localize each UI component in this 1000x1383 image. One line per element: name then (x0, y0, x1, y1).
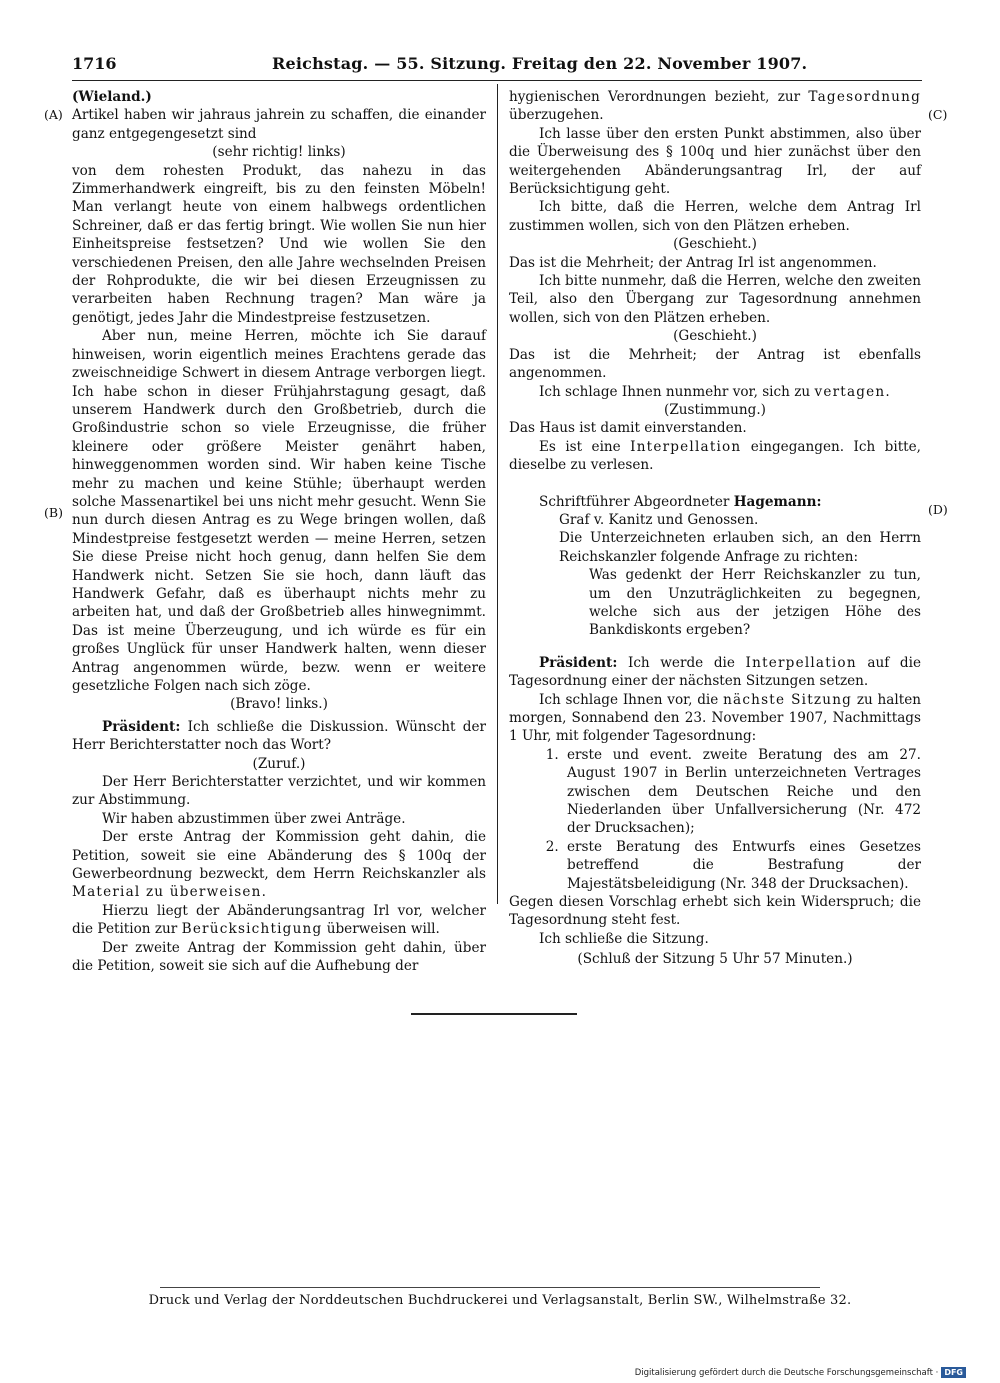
page-header (72, 54, 922, 80)
margin-letter-c: (C) (928, 107, 948, 122)
text: überweisen will. (326, 921, 440, 938)
margin-letter-a: (A) (44, 107, 63, 122)
column-divider (497, 84, 498, 904)
interjection: (Bravo! links.) (230, 696, 328, 713)
text: Ich schlage Ihnen vor, die (539, 691, 719, 708)
paragraph: Der zweite Antrag der Kommission geht dahin, über die Petition, soweit sie sich auf die Aufhebung der (72, 939, 486, 975)
paragraph: Artikel haben wir jahraus jahrein zu schaffen, die einander ganz entgegengesetzt sind (72, 107, 486, 142)
paragraph: Das ist die Mehrheit; der Antrag ist ebenfalls angenommen. (509, 346, 921, 382)
text: auf die Tagesordnung einer der nächsten Sitzungen setzen. (509, 654, 921, 690)
emphasis: nächste Sitzung (723, 691, 853, 708)
running-head: Reichstag. — 55. Sitzung. Freitag den 22. November 1907. (272, 54, 808, 73)
agenda-item: 1. erste und event. zweite Beratung des am 27. August 1907 in Berlin unterzeichneten Vertrages zwischen dem Deutschen Reiche und den Niederlanden über Unfallversicherung (Nr. 472 der Drucksachen); (563, 746, 921, 838)
paragraph: Das Haus ist damit einverstanden. (509, 420, 747, 437)
signatories: Graf v. Kanitz und Genossen. (559, 511, 759, 528)
margin-letter-d: (D) (928, 502, 948, 517)
right-column (509, 88, 921, 969)
interjection: (Zustimmung.) (664, 401, 766, 418)
paragraph: Der Herr Berichterstatter verzichtet, und wir kommen zur Abstimmung. (72, 774, 486, 809)
emphasis: Material zu überweisen. (72, 884, 268, 901)
secretary-heading (509, 493, 921, 511)
president-statement (509, 654, 921, 691)
text: Ich schlage Ihnen nunmehr vor, sich zu (539, 383, 811, 400)
text: überzugehen. (509, 107, 604, 124)
header-rule (72, 80, 922, 81)
closing-note: (Schluß der Sitzung 5 Uhr 57 Minuten.) (577, 951, 853, 968)
digitization-text: Digitalisierung gefördert durch die Deutsche Forschungsgemeinschaft · (634, 1368, 939, 1378)
paragraph: Die Unterzeichneten erlauben sich, an den Herrn Reichskanzler folgende Anfrage zu richten: (559, 530, 921, 565)
interjection: (Zuruf.) (252, 755, 306, 772)
speaker-label: Schriftführer Abgeordneter (539, 493, 730, 510)
imprint: Druck und Verlag der Norddeutschen Buchdruckerei und Verlagsanstalt, Berlin SW., Wilhelmstraße 32. (148, 1293, 852, 1308)
agenda-item: 2. erste Beratung des Entwurfs eines Gesetzes betreffend die Bestrafung der Majestätsbeleidigung (Nr. 348 der Drucksachen). (563, 838, 921, 893)
paragraph (72, 902, 486, 939)
speaker-name: (Wieland.) (72, 89, 152, 105)
text: eingegangen. Ich bitte, dieselbe zu verlesen. (509, 438, 921, 474)
question-text: Was gedenkt der Herr Reichskanzler zu tun, um den Unzuträglichkeiten zu begegnen, welche sich aus der jetzigen Höhe des Bankdiskonts ergeben? (589, 567, 921, 639)
dfg-logo-icon: DFG (941, 1367, 966, 1378)
digitization-note (635, 1367, 966, 1378)
interjection: (Geschieht.) (673, 328, 757, 345)
emphasis: Interpellation (630, 438, 742, 455)
interpellation-text (509, 511, 921, 566)
emphasis: vertagen. (814, 383, 891, 400)
president-statement (72, 718, 486, 755)
paragraph: Wir haben abzustimmen über zwei Anträge. (102, 810, 406, 827)
margin-letter-b: (B) (44, 505, 63, 520)
text: Es ist eine (539, 438, 621, 455)
left-column (72, 88, 486, 976)
interpellation-question (509, 566, 921, 640)
text: zu halten morgen, Sonnabend den 23. November 1907, Nachmittags 1 Uhr, mit folgender Tagesordnung: (509, 691, 922, 745)
text: hygienischen Verordnungen bezieht, zur (509, 89, 801, 105)
paragraph: Gegen diesen Vorschlag erhebt sich kein Widerspruch; die Tagesordnung steht fest. (509, 894, 921, 929)
speaker-name: Hagemann: (733, 493, 822, 510)
text: Hierzu liegt der Abänderungsantrag Irl vor, welcher die Petition zur (72, 902, 486, 938)
paragraph (72, 828, 486, 902)
text: Ich werde die (627, 654, 735, 671)
agenda-list (509, 746, 921, 893)
emphasis: Berücksichtigung (181, 921, 323, 938)
paragraph (509, 438, 921, 475)
statement-text: Ich schließe die Diskussion. Wünscht der Herr Berichterstatter noch das Wort? (72, 718, 486, 754)
interjection: (sehr richtig! links) (212, 144, 346, 161)
emphasis: Tagesordnung (808, 89, 921, 105)
paragraph (509, 383, 921, 401)
speaker-label: Präsident: (102, 718, 181, 735)
paragraph: Aber nun, meine Herren, möchte ich Sie darauf hinweisen, worin eigentlich meines Erachtens gerade das zweischneidige Schwert in diesem Antrage verborgen liegt. Ich habe schon in dieser Frühjahrstagung gesagt, daß unserem Handwerk durch den Großbetrieb, durch die Großindustrie schon so viele Erzeugnisse, die früher kleinere oder größere Meister genährt haben, hinweggenommen worden sind. Wir haben keine Tische mehr zu machen und keine Stühle; überhaupt werden solche Massenartikel bei uns nicht mehr gesucht. Wenn Sie nun durch diesen Antrag es zu Wege bringen wollen, daß Mindestpreise festgesetzt werden — meine Herren, setzen Sie diese Preise nicht hoch genug, dann helfen Sie dem Handwerk nicht. Setzen Sie sie hoch, dann läuft das Handwerk Gefahr, daß es überhaupt nichts mehr zu arbeiten hat, und daß der Großbetrieb alles hinwegnimmt. Das ist meine Überzeugung, und ich würde es für ein großes Unglück für unser Handwerk halten, wenn dieser Antrag angenommen würde, bezw. wenn er weitere gesetzliche Folgen nach sich zöge. (72, 328, 486, 694)
paragraph: Ich schließe die Sitzung. (539, 930, 709, 947)
page-number: 1716 (72, 54, 117, 73)
footer-rule (160, 1287, 820, 1288)
interjection: (Geschieht.) (673, 236, 757, 253)
paragraph: Ich bitte, daß die Herren, welche dem Antrag Irl zustimmen wollen, sich von den Plätzen erheben. (509, 199, 921, 234)
paragraph: von dem rohesten Produkt, das nahezu in das Zimmerhandwerk eingreift, bis zu den feinsten Möbeln! Man verlangt heute von einem halbwegs ordentlichen Schreiner, daß er das fertig bringt. Wie wollen Sie nun hier Einheitspreise festsetzen? Und wie wollen Sie den verschiedenen Preisen, den alle Jahre wechselnden Preisen der Rohprodukte, die wir bei diesen Erzeugnissen zu verarbeiten haben Rechnung tragen? Man wäre ja genötigt, jedes Jahr die Mindestpreise festzusetzen. (72, 162, 486, 326)
paragraph: Ich lasse über den ersten Punkt abstimmen, also über die Überweisung des § 100q und hier zunächst über den weitergehenden Abänderungsantrag Irl, der auf Berücksichtigung geht. (509, 125, 921, 198)
paragraph (509, 691, 921, 746)
paragraph: Das ist die Mehrheit; der Antrag Irl ist angenommen. (509, 254, 877, 271)
text: Der erste Antrag der Kommission geht dahin, die Petition, soweit sie eine Abänderung des § 100q der Gewerbeordnung bezweckt, dem Herrn Reichskanzler als (72, 829, 486, 883)
paragraph (509, 88, 921, 125)
speaker-label: Präsident: (539, 654, 618, 671)
emphasis: Interpellation (745, 654, 857, 671)
paragraph: Ich bitte nunmehr, daß die Herren, welche den zweiten Teil, also den Übergang zur Tagesordnung annehmen wollen, sich von den Plätzen erheben. (509, 273, 921, 326)
end-rule (411, 1013, 577, 1015)
